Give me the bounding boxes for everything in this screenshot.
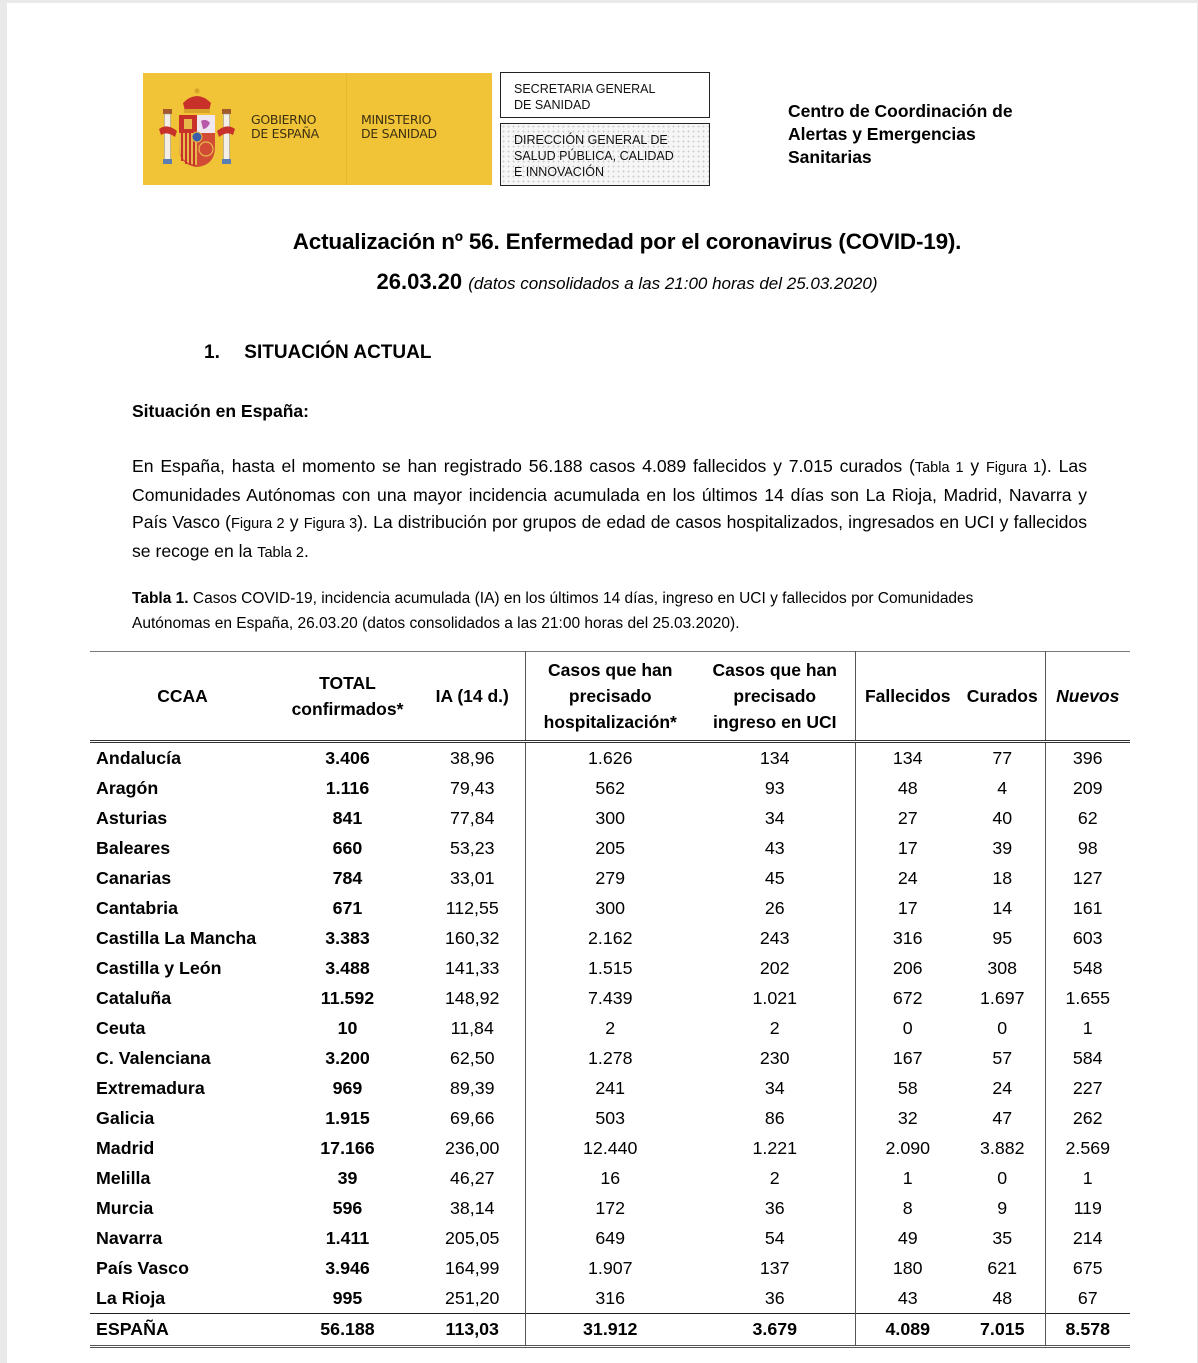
- cell-uci: 202: [759, 957, 790, 978]
- cell-uci: 86: [764, 1107, 785, 1128]
- cell-hosp: 241: [525, 1073, 695, 1103]
- cell-uci: 230: [759, 1047, 790, 1068]
- cell-ccaa: Andalucía: [96, 747, 181, 768]
- government-logo-banner: [143, 73, 492, 185]
- cell-ia: 251,20: [445, 1287, 500, 1308]
- cell-uci: 3.679: [695, 1314, 855, 1347]
- table-row: [90, 1193, 1130, 1223]
- centro-line-2: Alertas y Emergencias: [788, 124, 976, 144]
- header-uci: [695, 652, 855, 742]
- table-row: [90, 953, 1130, 983]
- cell-curados: 4: [997, 777, 1008, 798]
- cell-total: 995: [332, 1287, 363, 1308]
- cell-total: 671: [332, 897, 363, 918]
- cell-curados: 0: [997, 1017, 1008, 1038]
- header-hosp-line-2: precisado: [568, 686, 652, 706]
- cell-ia: 160,32: [445, 927, 500, 948]
- document-title: Actualización nº 56. Enfermedad por el coronavirus (COVID-19).: [292, 229, 962, 254]
- direccion-line-3: E INNOVACIÓN: [514, 165, 605, 179]
- cell-ccaa: Madrid: [96, 1137, 155, 1158]
- cell-ccaa: Murcia: [96, 1197, 154, 1218]
- cell-ia: 62,50: [450, 1047, 495, 1068]
- cell-nuevos: 1: [1045, 1013, 1130, 1043]
- table-row: [90, 1283, 1130, 1314]
- cell-ia: 38,96: [450, 747, 495, 768]
- cell-curados: 308: [987, 957, 1018, 978]
- cell-hosp: 12.440: [525, 1133, 695, 1163]
- cell-fallecidos: 134: [855, 742, 960, 774]
- cell-curados: 48: [992, 1287, 1013, 1308]
- cell-uci: 1.021: [752, 987, 797, 1008]
- cell-total: 17.166: [320, 1137, 375, 1158]
- secretaria-line-2: DE SANIDAD: [514, 98, 591, 112]
- cell-fallecidos: 24: [855, 863, 960, 893]
- cell-curados: 24: [992, 1077, 1013, 1098]
- table-row: [90, 1223, 1130, 1253]
- subsection-heading: Situación en España:: [132, 401, 309, 421]
- cell-ia: 77,84: [450, 807, 495, 828]
- reference-figura-3: Figura 3: [303, 516, 358, 532]
- cell-total: 1.411: [325, 1227, 370, 1248]
- cell-total: 39: [337, 1167, 358, 1188]
- cell-uci: 36: [764, 1197, 785, 1218]
- cell-curados: 3.882: [980, 1137, 1025, 1158]
- cell-hosp: 649: [525, 1223, 695, 1253]
- cell-nuevos: 161: [1045, 893, 1130, 923]
- table-row: [90, 1103, 1130, 1133]
- cell-uci: 243: [759, 927, 790, 948]
- cell-fallecidos: 48: [855, 773, 960, 803]
- table-row: [90, 983, 1130, 1013]
- cell-uci: 36: [764, 1287, 785, 1308]
- direccion-general-box: [500, 123, 710, 186]
- cell-hosp: 300: [525, 893, 695, 923]
- ministerio-line-2: DE SANIDAD: [361, 126, 437, 141]
- cell-hosp: 1.515: [525, 953, 695, 983]
- cell-ia: 112,55: [445, 897, 499, 918]
- cell-fallecidos: 1: [855, 1163, 960, 1193]
- table-row: [90, 1133, 1130, 1163]
- cell-total: 1.116: [325, 777, 370, 798]
- reference-figura-1: Figura 1: [985, 460, 1042, 476]
- cell-hosp: 2: [525, 1013, 695, 1043]
- cell-ia: 148,92: [445, 987, 500, 1008]
- cell-uci: 54: [764, 1227, 785, 1248]
- cell-nuevos: 8.578: [1045, 1314, 1130, 1347]
- table-total-row: [90, 1314, 1130, 1347]
- cell-ia: 236,00: [445, 1137, 500, 1158]
- cell-hosp: 31.912: [525, 1314, 695, 1347]
- cell-nuevos: 1.655: [1045, 983, 1130, 1013]
- cell-total: 596: [332, 1197, 363, 1218]
- ministerio-line-1: MINISTERIO: [361, 112, 432, 127]
- caption-label: Tabla 1.: [132, 590, 189, 607]
- cell-total: 1.915: [325, 1107, 370, 1128]
- cell-ccaa: Castilla La Mancha: [96, 927, 257, 948]
- cell-ccaa: Galicia: [96, 1107, 155, 1128]
- cell-nuevos: 675: [1045, 1253, 1130, 1283]
- header-total-line-1: TOTAL: [319, 673, 376, 693]
- table-row: [90, 1013, 1130, 1043]
- cell-total: 3.946: [325, 1257, 370, 1278]
- header-curados: Curados: [966, 686, 1038, 706]
- cell-nuevos: 214: [1045, 1223, 1130, 1253]
- cell-ia: 89,39: [450, 1077, 495, 1098]
- cell-hosp: 16: [525, 1163, 695, 1193]
- cell-ia: 53,23: [450, 837, 495, 858]
- table-row: [90, 803, 1130, 833]
- summary-paragraph: [132, 453, 1087, 567]
- cell-hosp: 1.907: [525, 1253, 695, 1283]
- banner-divider: [346, 73, 347, 185]
- table-header-row: [90, 652, 1130, 742]
- cell-fallecidos: 167: [855, 1043, 960, 1073]
- table-row: [90, 1253, 1130, 1283]
- cell-ia: 164,99: [445, 1257, 500, 1278]
- reference-tabla-2: Tabla 2: [257, 545, 304, 561]
- header-fallecidos: Fallecidos: [855, 652, 960, 742]
- cell-curados: 621: [987, 1257, 1018, 1278]
- paragraph-text: ). La distribución por grupos de edad de casos hospitalizados, ingresados en UCI y fallecidos se recoge en la: [132, 512, 1088, 561]
- cell-curados: 47: [992, 1107, 1013, 1128]
- cell-fallecidos: 17: [855, 893, 960, 923]
- cell-nuevos: 209: [1045, 773, 1130, 803]
- ministerio-label: [361, 113, 437, 141]
- cell-curados: 39: [992, 837, 1013, 858]
- cell-ccaa: La Rioja: [96, 1287, 166, 1308]
- cell-fallecidos: 0: [855, 1013, 960, 1043]
- cell-fallecidos: 316: [855, 923, 960, 953]
- cell-fallecidos: 32: [855, 1103, 960, 1133]
- section-title: SITUACIÓN ACTUAL: [244, 342, 432, 363]
- cell-fallecidos: 17: [855, 833, 960, 863]
- cell-fallecidos: 8: [855, 1193, 960, 1223]
- table-row: [90, 1073, 1130, 1103]
- cell-ccaa: Extremadura: [96, 1077, 205, 1098]
- cell-nuevos: 584: [1045, 1043, 1130, 1073]
- cell-fallecidos: 672: [855, 983, 960, 1013]
- cell-nuevos: 67: [1045, 1283, 1130, 1314]
- cell-uci: 1.221: [752, 1137, 797, 1158]
- caption-text: Casos COVID-19, incidencia acumulada (IA) en los últimos 14 días, ingreso en UCI y fallecidos por Comunidades Autónomas en España, 26.03.20 (datos consolidados a las 21:00 horas del 25.03.2020).: [132, 590, 974, 632]
- cell-total: 841: [332, 807, 363, 828]
- cell-uci: 134: [759, 747, 790, 768]
- cell-fallecidos: 58: [855, 1073, 960, 1103]
- header-total-line-2: confirmados*: [291, 699, 404, 719]
- cell-hosp: 1.278: [525, 1043, 695, 1073]
- cell-ccaa: Cataluña: [96, 987, 172, 1008]
- cell-uci: 2: [769, 1017, 780, 1038]
- cell-nuevos: 262: [1045, 1103, 1130, 1133]
- cell-ia: 33,01: [450, 867, 495, 888]
- cell-total: 56.188: [275, 1314, 420, 1347]
- cell-fallecidos: 27: [855, 803, 960, 833]
- cell-curados: 18: [992, 867, 1013, 888]
- cell-fallecidos: 2.090: [855, 1133, 960, 1163]
- cell-hosp: 300: [525, 803, 695, 833]
- table-row: [90, 773, 1130, 803]
- cell-ccaa: Aragón: [96, 777, 159, 798]
- cell-curados: 9: [997, 1197, 1008, 1218]
- paragraph-text: y: [284, 512, 304, 532]
- cell-fallecidos: 206: [855, 953, 960, 983]
- cell-curados: 40: [992, 807, 1013, 828]
- header-ia: IA (14 d.): [435, 686, 509, 706]
- table-row: [90, 893, 1130, 923]
- cell-nuevos: 396: [1045, 742, 1130, 774]
- cell-curados: 14: [992, 897, 1013, 918]
- gobierno-line-2: DE ESPAÑA: [251, 126, 319, 141]
- cell-uci: 26: [764, 897, 785, 918]
- reference-tabla-1: Tabla 1: [914, 460, 964, 476]
- cell-curados: 77: [992, 747, 1013, 768]
- section-heading: [204, 342, 431, 364]
- cell-ccaa: Canarias: [96, 867, 172, 888]
- cell-ia: 113,03: [420, 1314, 525, 1347]
- data-consolidation-note: (datos consolidados a las 21:00 horas del 25.03.2020): [468, 274, 878, 293]
- cell-hosp: 279: [525, 863, 695, 893]
- cell-nuevos: 2.569: [1045, 1133, 1130, 1163]
- cell-total: 11.592: [320, 987, 375, 1008]
- cell-uci: 137: [759, 1257, 790, 1278]
- header-hosp-line-3: hospitalización*: [543, 712, 677, 732]
- cell-ia: 79,43: [450, 777, 495, 798]
- cell-uci: 45: [764, 867, 785, 888]
- cell-curados: 35: [992, 1227, 1013, 1248]
- cell-nuevos: 227: [1045, 1073, 1130, 1103]
- cell-total: 969: [332, 1077, 363, 1098]
- reference-figura-2: Figura 2: [231, 516, 285, 532]
- cell-uci: 34: [764, 807, 785, 828]
- cell-ia: 141,33: [445, 957, 500, 978]
- cell-ia: 11,84: [450, 1017, 494, 1038]
- cell-nuevos: 119: [1045, 1193, 1130, 1223]
- cell-total: 3.488: [325, 957, 370, 978]
- report-date: 26.03.20: [376, 269, 463, 294]
- table-row: [90, 742, 1130, 774]
- cell-uci: 43: [764, 837, 785, 858]
- paragraph-text: y: [963, 456, 986, 476]
- table-row: [90, 833, 1130, 863]
- table-row: [90, 1163, 1130, 1193]
- cell-nuevos: 127: [1045, 863, 1130, 893]
- gobierno-line-1: GOBIERNO: [251, 112, 317, 127]
- cell-ia: 38,14: [450, 1197, 495, 1218]
- direccion-line-2: SALUD PÚBLICA, CALIDAD: [514, 149, 674, 163]
- cell-nuevos: 62: [1045, 803, 1130, 833]
- cell-uci: 93: [764, 777, 785, 798]
- cell-ccaa: C. Valenciana: [96, 1047, 211, 1068]
- cell-ia: 46,27: [450, 1167, 495, 1188]
- paragraph-text: ). Las Comunidades Autónomas con una mayor incidencia acumulada en los últimos 14 días son La Rioja, Madrid, Navarra y País Vasco (: [132, 456, 1087, 532]
- cell-curados: 1.697: [980, 987, 1025, 1008]
- cell-ccaa: País Vasco: [96, 1257, 189, 1278]
- cell-hosp: 7.439: [525, 983, 695, 1013]
- section-number: 1.: [204, 342, 220, 363]
- cell-total: 660: [332, 837, 363, 858]
- header-uci-line-3: ingreso en UCI: [713, 712, 837, 732]
- cell-curados: 57: [992, 1047, 1013, 1068]
- header-hosp-line-1: Casos que han: [548, 660, 673, 680]
- cell-hosp: 2.162: [525, 923, 695, 953]
- cell-ccaa: Castilla y León: [96, 957, 222, 978]
- table-caption: [132, 586, 1012, 636]
- cell-curados: 95: [992, 927, 1013, 948]
- cell-ccaa: Baleares: [96, 837, 171, 858]
- cell-fallecidos: 49: [855, 1223, 960, 1253]
- header-uci-line-2: precisado: [733, 686, 817, 706]
- cell-ccaa: ESPAÑA: [90, 1314, 275, 1347]
- cell-hosp: 205: [525, 833, 695, 863]
- cell-uci: 34: [764, 1077, 785, 1098]
- cell-hosp: 562: [525, 773, 695, 803]
- coat-of-arms-icon: [157, 85, 237, 171]
- header-nuevos: Nuevos: [1045, 652, 1130, 742]
- cell-nuevos: 1: [1045, 1163, 1130, 1193]
- table-row: [90, 1043, 1130, 1073]
- table-row: [90, 923, 1130, 953]
- secretaria-line-1: SECRETARIA GENERAL: [514, 82, 656, 96]
- table-row: [90, 863, 1130, 893]
- header-hospitalizacion: [525, 652, 695, 742]
- cell-hosp: 316: [525, 1283, 695, 1314]
- cell-total: 3.406: [325, 747, 370, 768]
- cell-fallecidos: 180: [855, 1253, 960, 1283]
- ccaa-cases-table: [90, 651, 1130, 1348]
- centro-line-3: Sanitarias: [788, 147, 872, 167]
- secretaria-general-box: [500, 72, 710, 118]
- table-body: [90, 742, 1130, 1347]
- cell-ccaa: Melilla: [96, 1167, 151, 1188]
- cell-nuevos: 603: [1045, 923, 1130, 953]
- header-ccaa: CCAA: [157, 686, 208, 706]
- cell-curados: 0: [997, 1167, 1008, 1188]
- cell-total: 784: [332, 867, 363, 888]
- header-uci-line-1: Casos que han: [712, 660, 837, 680]
- cell-fallecidos: 4.089: [855, 1314, 960, 1347]
- cell-hosp: 1.626: [525, 742, 695, 774]
- document-subtitle: [7, 269, 1198, 295]
- centro-line-1: Centro de Coordinación de: [788, 101, 1013, 121]
- cell-ccaa: Ceuta: [96, 1017, 146, 1038]
- paragraph-text: En España, hasta el momento se han registrado 56.188 casos 4.089 fallecidos y 7.015 curados (: [132, 456, 915, 476]
- cell-uci: 2: [769, 1167, 780, 1188]
- cell-total: 3.383: [325, 927, 370, 948]
- cell-total: 3.200: [325, 1047, 370, 1068]
- cell-ia: 69,66: [450, 1107, 495, 1128]
- cell-ccaa: Navarra: [96, 1227, 163, 1248]
- paragraph-text: .: [303, 541, 309, 561]
- centro-coordinacion-label: [788, 100, 1088, 169]
- cell-ia: 205,05: [445, 1227, 500, 1248]
- header-total-confirmados: [275, 652, 420, 742]
- cell-total: 10: [337, 1017, 358, 1038]
- gobierno-label: [251, 113, 319, 141]
- cell-fallecidos: 43: [855, 1283, 960, 1314]
- cell-nuevos: 548: [1045, 953, 1130, 983]
- cell-nuevos: 98: [1045, 833, 1130, 863]
- cell-curados: 7.015: [960, 1314, 1045, 1347]
- cell-hosp: 503: [525, 1103, 695, 1133]
- document-page: [7, 3, 1197, 1363]
- cell-hosp: 172: [525, 1193, 695, 1223]
- direccion-line-1: DIRECCIÓN GENERAL DE: [514, 133, 668, 147]
- cell-ccaa: Asturias: [96, 807, 168, 828]
- cell-ccaa: Cantabria: [96, 897, 179, 918]
